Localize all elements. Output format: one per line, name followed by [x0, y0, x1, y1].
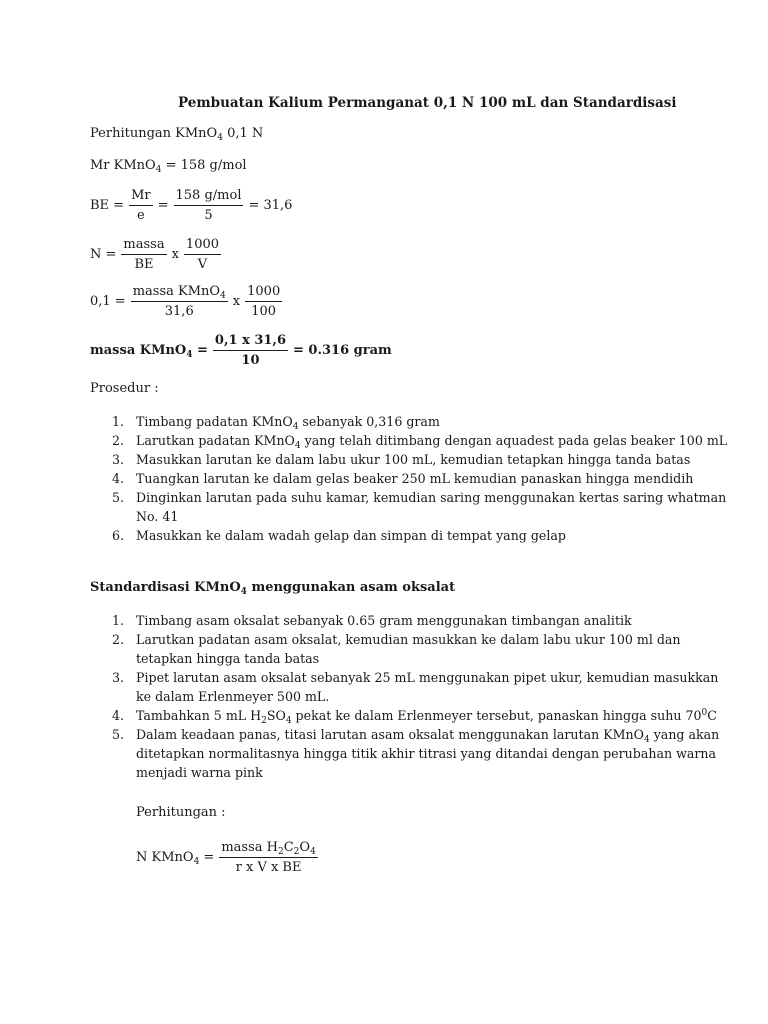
calc-heading: Perhitungan KMnO$_4$ 0,1 N [90, 126, 264, 143]
standardisasi-list [90, 611, 719, 782]
prosedur-heading: Prosedur : [90, 381, 159, 396]
page-title: Pembuatan Kalium Permanganat 0,1 N 100 mL dan Standardisasi [178, 95, 677, 111]
list-item: 3. Pipet larutan asam oksalat sebanyak 25 mL menggunakan pipet ukur, kemudian masukkan ke dalam Erlenmeyer 500 mL. [112, 670, 719, 704]
be-equation: BE = $\frac{Mr}{e}$ = $\frac{\text{158 g/mol}}{5}$ = 31,6 [90, 188, 293, 223]
perhitungan-label: Perhitungan : [136, 805, 226, 820]
standardisasi-heading: Standardisasi KMnO$_4$ menggunakan asam oksalat [90, 580, 456, 597]
normality-equation: N KMnO$_4$ = $\frac{massa H_2C_2O_4}{\text{r x V x BE}}$ [136, 840, 316, 875]
list-item: 5. Dinginkan larutan pada suhu kamar, kemudian saring menggunakan kertas saring whatman No. 41 [112, 490, 727, 524]
list-item: 1. Timbang padatan KMnO$_4$ sebanyak 0,316 gram [112, 414, 440, 432]
list-item: 1. Timbang asam oksalat sebanyak 0.65 gram menggunakan timbangan analitik [112, 613, 632, 628]
list-item: 3. Masukkan larutan ke dalam labu ukur 100 mL, kemudian tetapkan hingga tanda batas [112, 452, 691, 467]
list-item: 6. Masukkan ke dalam wadah gelap dan simpan di tempat yang gelap [112, 528, 566, 543]
list-item: 4. Tambahkan 5 mL $H_2SO_4$ pekat ke dalam Erlenmeyer tersebut, panaskan hingga suhu $70^0C$ [112, 708, 717, 726]
list-item: 5. Dalam keadaan panas, titasi larutan asam oksalat menggunakan larutan KMnO$_4$ yang akan ditetapkan normalitasnya hingga titik akhir titrasi yang ditandai dengan perubahan warna menjadi warna pink [112, 727, 720, 780]
mass-equation: massa KMnO$_4$ = $\frac{0,1 x 31,6}{10}$ = 0.316 gram [90, 333, 392, 368]
prosedur-list [90, 412, 727, 545]
concentration-equation: 0,1 = $\frac{massa KMnO_4}{31,6}$ x $\frac{1000}{100}$ [90, 284, 281, 319]
n-equation: N = $\frac{\text{massa}}{BE}$ x $\frac{1000}{V}$ [90, 237, 220, 272]
list-item: 2. Larutkan padatan asam oksalat, kemudian masukkan ke dalam labu ukur 100 ml dan tetapkan hingga tanda batas [112, 632, 681, 666]
list-item: 4. Tuangkan larutan ke dalam gelas beaker 250 mL kemudian panaskan hingga mendidih [112, 471, 694, 486]
list-item: 2. Larutkan padatan KMnO$_4$ yang telah ditimbang dengan aquadest pada gelas beaker 100 mL [112, 433, 728, 451]
mr-line: Mr KMnO$_4$ = 158 g/mol [90, 158, 247, 175]
